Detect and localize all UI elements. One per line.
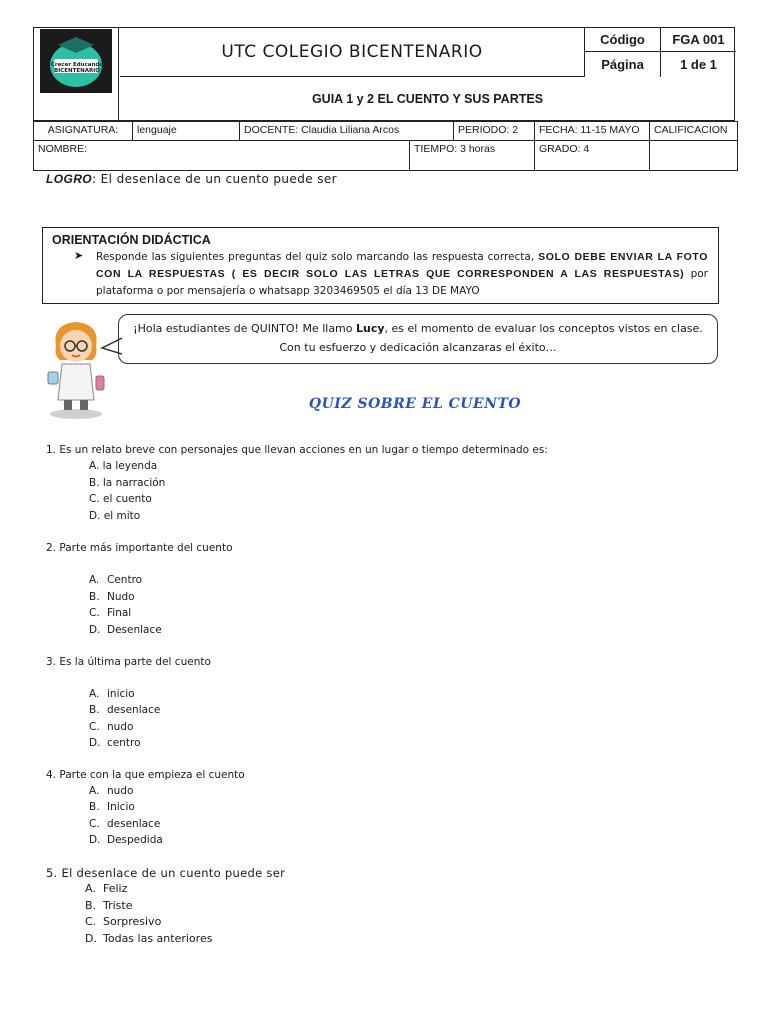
option-letter: D. (89, 834, 101, 846)
pagina-label: Página (585, 52, 661, 77)
option-1b[interactable]: B. la narración (89, 477, 166, 489)
option-text: nudo (107, 721, 134, 733)
option-1d[interactable]: D. el mito (89, 510, 141, 522)
option-letter: C. (89, 818, 100, 830)
calificacion-label: CALIFICACION (649, 121, 738, 141)
option-text: nudo (107, 785, 134, 797)
orientacion-text-bold: SOLO DEBE ENVIAR LA FOTO CON LA RESPUESTAS ( ES DECIR SOLO LAS LETRAS QUE CORRESPONDEN A LAS RESPUESTAS) (96, 251, 708, 280)
calificacion-value[interactable] (649, 140, 738, 171)
fecha-field: FECHA: 11-15 MAYO (534, 121, 650, 141)
option-3a[interactable] (89, 688, 135, 700)
grado-field: GRADO: 4 (534, 140, 650, 171)
logo-text: Crecer Educando BICENTENARIO (50, 62, 104, 74)
option-text: Todas las anteriores (103, 932, 213, 945)
option-4d[interactable] (89, 834, 163, 846)
info-table (33, 121, 738, 171)
option-text: Nudo (107, 591, 135, 603)
option-letter: B. (89, 801, 100, 813)
option-text: Sorpresivo (103, 915, 162, 928)
codigo-value: FGA 001 (661, 27, 736, 52)
option-text: Desenlace (107, 624, 162, 636)
option-2b[interactable] (89, 591, 135, 603)
orientacion-text-c: por plataforma o por mensajería o whatsapp 3203469505 el día 13 DE MAYO (96, 268, 708, 297)
option-4b[interactable] (89, 801, 135, 813)
asignatura-value: lenguaje (132, 121, 240, 141)
option-text: Triste (103, 899, 133, 912)
codigo-label: Código (585, 27, 661, 52)
bubble-text-a: ¡Hola estudiantes de QUINTO! Me llamo (133, 322, 356, 335)
option-1c[interactable]: C. el cuento (89, 493, 152, 505)
logro-line (46, 172, 337, 186)
option-letter: A. (85, 882, 96, 895)
option-letter: C. (89, 607, 100, 619)
guide-title: GUIA 1 y 2 EL CUENTO Y SUS PARTES (311, 92, 544, 106)
option-5d[interactable] (85, 932, 212, 945)
option-letter: B. (89, 591, 100, 603)
option-letter: C. (89, 721, 100, 733)
option-letter: A. (89, 688, 100, 700)
orientacion-text (96, 249, 708, 300)
option-3c[interactable] (89, 721, 133, 733)
option-5c[interactable] (85, 915, 161, 928)
option-letter: A. (89, 574, 100, 586)
nombre-field[interactable]: NOMBRE: (33, 140, 410, 171)
option-text: Feliz (103, 882, 128, 895)
option-text: inicio (107, 688, 135, 700)
periodo-field: PERIODO: 2 (453, 121, 535, 141)
bubble-text-b: , es el momento de evaluar los conceptos vistos en clase. Con tu esfuerzo y dedicación alcanzaras el éxito… (279, 322, 703, 354)
option-text: Inicio (107, 801, 135, 813)
option-letter: D. (89, 737, 101, 749)
logro-text: : El desenlace de un cuento puede ser (92, 172, 337, 186)
question-3: 3. Es la última parte del cuento (46, 656, 211, 668)
option-letter: D. (89, 624, 101, 636)
option-4c[interactable] (89, 818, 160, 830)
question-1: 1. Es un relato breve con personajes que llevan acciones en un lugar o tiempo determinado es: (46, 444, 548, 456)
option-3d[interactable] (89, 737, 141, 749)
option-text: Final (107, 607, 132, 619)
logo-emblem-icon (40, 29, 112, 93)
logro-label: LOGRO (46, 172, 92, 186)
option-text: Centro (107, 574, 143, 586)
option-text: Despedida (107, 834, 163, 846)
quiz-title: QUIZ SOBRE EL CUENTO (308, 396, 522, 412)
school-title: UTC COLEGIO BICENTENARIO (120, 27, 584, 77)
option-2d[interactable] (89, 624, 162, 636)
option-4a[interactable] (89, 785, 133, 797)
option-1a[interactable]: A. la leyenda (89, 460, 158, 472)
orientacion-title: ORIENTACIÓN DIDÁCTICA (52, 233, 211, 247)
option-text: centro (107, 737, 141, 749)
tiempo-field: TIEMPO: 3 horas (409, 140, 535, 171)
option-letter: B. (85, 899, 97, 912)
option-5b[interactable] (85, 899, 133, 912)
docente-field: DOCENTE: Claudia Liliana Arcos (239, 121, 454, 141)
option-2a[interactable] (89, 574, 142, 586)
option-3b[interactable] (89, 704, 160, 716)
option-2c[interactable] (89, 607, 131, 619)
option-text: desenlace (107, 818, 161, 830)
orientacion-text-a: Responde las siguientes preguntas del quiz solo marcando las respuesta correcta, (96, 251, 539, 263)
option-letter: A. (89, 785, 100, 797)
speech-bubble (118, 314, 718, 364)
pagina-value: 1 de 1 (680, 57, 717, 72)
option-letter: D. (85, 932, 97, 945)
question-2: 2. Parte más importante del cuento (46, 542, 233, 554)
bubble-name: Lucy (356, 322, 385, 335)
option-letter: C. (85, 915, 97, 928)
code-grid (584, 27, 735, 77)
asignatura-label: ASIGNATURA: (33, 121, 133, 141)
arrow-bullet-icon: ➤ (74, 249, 84, 262)
option-letter: B. (89, 704, 100, 716)
school-logo (40, 29, 112, 93)
question-5: 5. El desenlace de un cuento puede ser (46, 866, 286, 880)
lucy-character-icon (42, 316, 110, 420)
option-5a[interactable] (85, 882, 127, 895)
question-4: 4. Parte con la que empieza el cuento (46, 769, 245, 781)
option-text: desenlace (107, 704, 161, 716)
